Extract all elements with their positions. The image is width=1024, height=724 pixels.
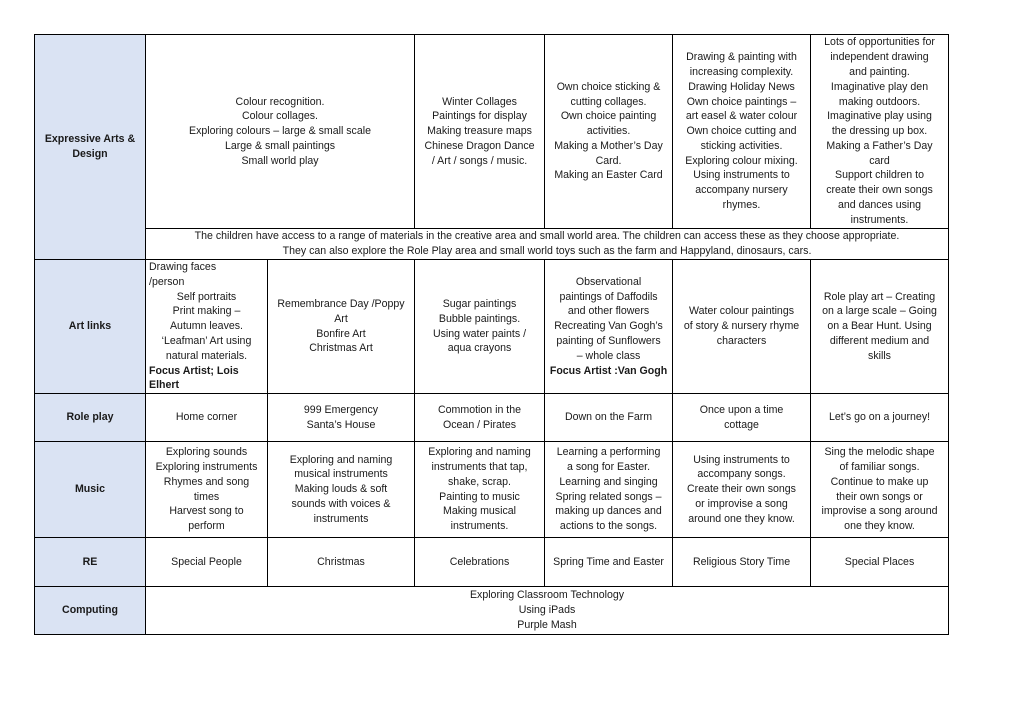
re-cell-1: Special People bbox=[146, 538, 268, 587]
music-cell-5: Using instruments to accompany songs. Create their own songs or improvise a song around one they know. bbox=[673, 442, 811, 538]
row-header-music: Music bbox=[35, 442, 146, 538]
row-header-role-play: Role play bbox=[35, 394, 146, 442]
re-cell-6: Special Places bbox=[811, 538, 949, 587]
row-header-art-links: Art links bbox=[35, 260, 146, 394]
focus-artist-label: Focus Artist; Lois Elhert bbox=[149, 364, 239, 392]
row-music bbox=[35, 442, 949, 538]
computing-cell: Exploring Classroom Technology Using iPads Purple Mash bbox=[146, 587, 949, 635]
music-cell-6: Sing the melodic shape of familiar songs. Continue to make up their own songs or improvise a song around one they know. bbox=[811, 442, 949, 538]
row-re bbox=[35, 538, 949, 587]
art-cell-2: Remembrance Day /Poppy Art Bonfire Art Christmas Art bbox=[268, 260, 415, 394]
row-expressive-arts bbox=[35, 35, 949, 229]
art-cell-1: Drawing faces /person Self portraits Print making – Autumn leaves. ‘Leafman’ Art using natural materials. Focus Artist; Lois Elhert bbox=[146, 260, 268, 394]
row-computing bbox=[35, 587, 949, 635]
art-cell-4: Observational paintings of Daffodils and other flowers Recreating Van Gogh’s painting of Sunflowers – whole class Focus Artist :Van Gogh bbox=[545, 260, 673, 394]
role-cell-2: 999 Emergency Santa’s House bbox=[268, 394, 415, 442]
role-cell-1: Home corner bbox=[146, 394, 268, 442]
ead-cell-4: Drawing & painting with increasing complexity. Drawing Holiday News Own choice paintings – art easel & water colour Own choice cutting and sticking activities. Exploring colour mixing. Using instruments to accompany nursery rhymes. bbox=[673, 35, 811, 229]
focus-artist-label: Focus Artist :Van Gogh bbox=[549, 364, 668, 377]
music-cell-2: Exploring and naming musical instruments Making louds & soft sounds with voices & instruments bbox=[268, 442, 415, 538]
ead-cell-5: Lots of opportunities for independent drawing and painting. Imaginative play den making outdoors. Imaginative play using the dressing up box. Making a Father’s Day card Support children to create their own songs and dances using instruments. bbox=[811, 35, 949, 229]
role-cell-3: Commotion in the Ocean / Pirates bbox=[415, 394, 545, 442]
ead-cell-2: Winter Collages Paintings for display Making treasure maps Chinese Dragon Dance / Art / songs / music. bbox=[415, 35, 545, 229]
music-cell-1: Exploring sounds Exploring instruments Rhymes and song times Harvest song to perform bbox=[146, 442, 268, 538]
role-cell-5: Once upon a time cottage bbox=[673, 394, 811, 442]
ead-note-cell: The children have access to a range of materials in the creative area and small world area. The children can access these as they choose appropriate. They can also explore the Role Play area and small world toys such as the farm and Happyland, dinosaurs, cars. bbox=[146, 229, 949, 260]
ead-cell-1: Colour recognition. Colour collages. Exploring colours – large & small scale Large & small paintings Small world play bbox=[146, 35, 415, 229]
row-header-computing: Computing bbox=[35, 587, 146, 635]
re-cell-3: Celebrations bbox=[415, 538, 545, 587]
art-cell-6: Role play art – Creating on a large scale – Going on a Bear Hunt. Using different medium and skills bbox=[811, 260, 949, 394]
row-art-links bbox=[35, 260, 949, 394]
art-cell-3: Sugar paintings Bubble paintings. Using water paints / aqua crayons bbox=[415, 260, 545, 394]
row-ead-note bbox=[35, 229, 949, 260]
re-cell-5: Religious Story Time bbox=[673, 538, 811, 587]
role-cell-6: Let’s go on a journey! bbox=[811, 394, 949, 442]
role-cell-4: Down on the Farm bbox=[545, 394, 673, 442]
curriculum-table bbox=[34, 34, 949, 635]
music-cell-3: Exploring and naming instruments that tap, shake, scrap. Painting to music Making musical instruments. bbox=[415, 442, 545, 538]
row-header-expressive-arts: Expressive Arts & Design bbox=[35, 35, 146, 260]
music-cell-4: Learning a performing a song for Easter. Learning and singing Spring related songs – making up dances and actions to the songs. bbox=[545, 442, 673, 538]
re-cell-4: Spring Time and Easter bbox=[545, 538, 673, 587]
ead-cell-3: Own choice sticking & cutting collages. Own choice painting activities. Making a Mother’s Day Card. Making an Easter Card bbox=[545, 35, 673, 229]
art-cell-5: Water colour paintings of story & nursery rhyme characters bbox=[673, 260, 811, 394]
row-header-re: RE bbox=[35, 538, 146, 587]
row-role-play bbox=[35, 394, 949, 442]
re-cell-2: Christmas bbox=[268, 538, 415, 587]
